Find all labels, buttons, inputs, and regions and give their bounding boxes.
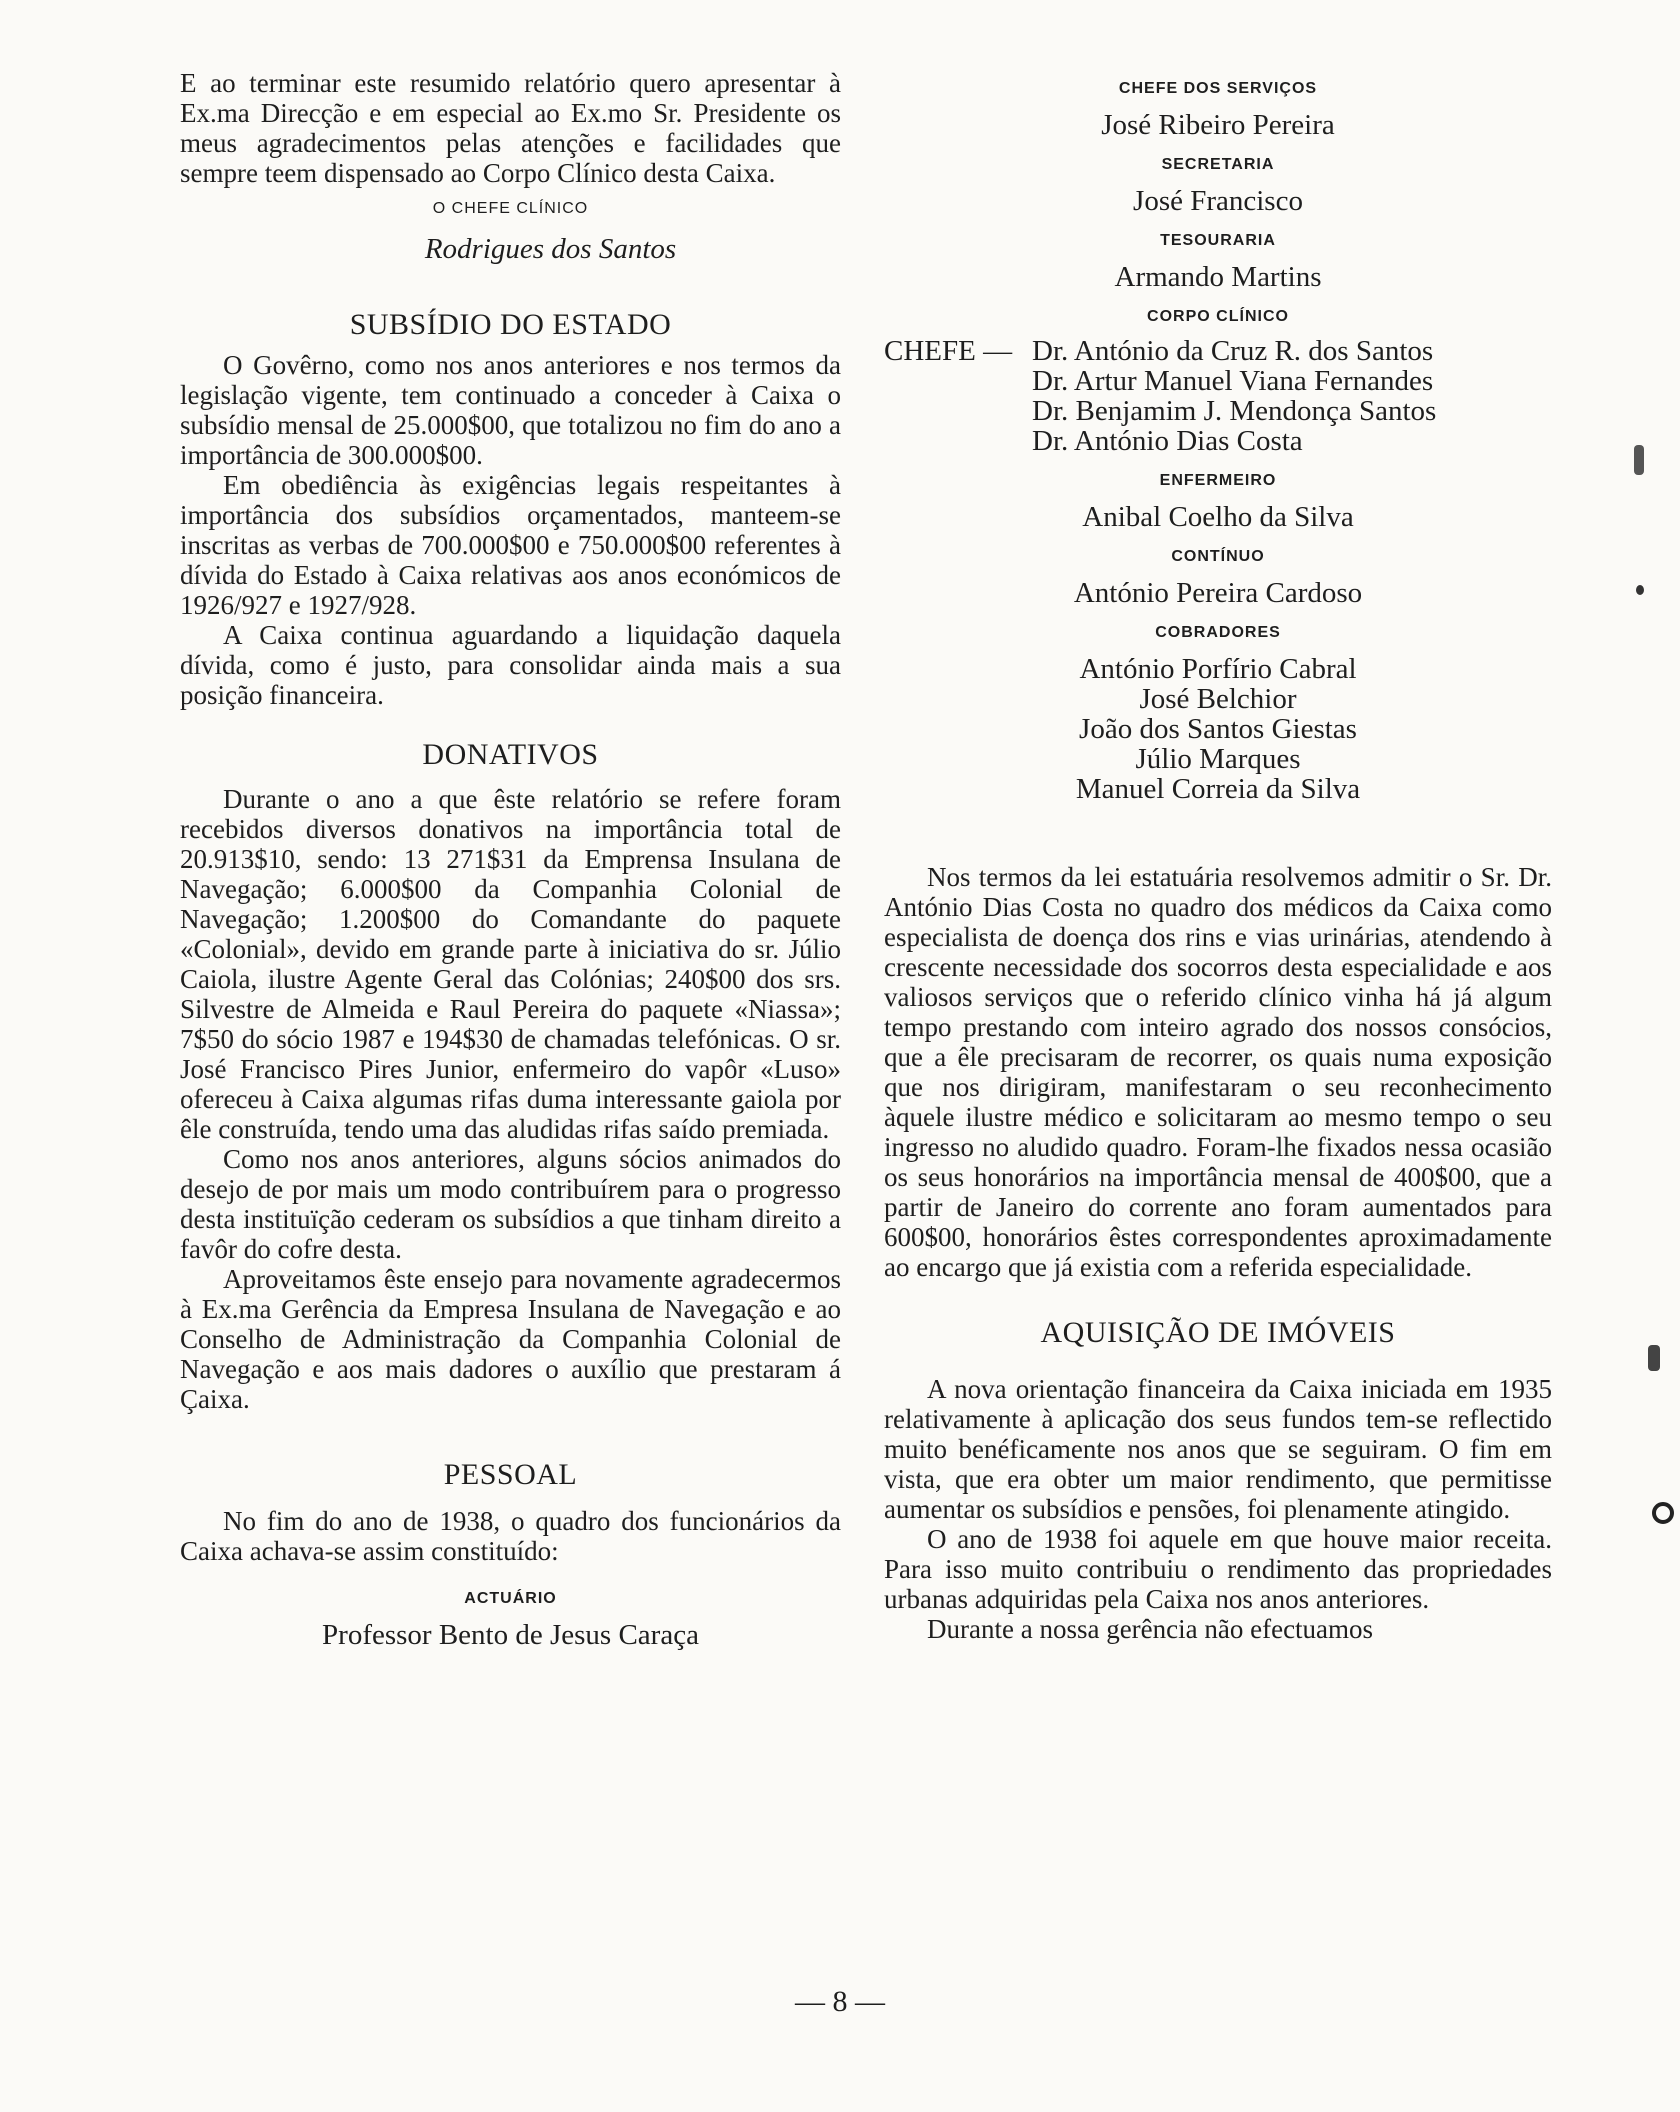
- admission-paragraph: Nos termos da lei estatuária resolvemos admitir o Sr. Dr. António Dias Costa no quadro dos médicos da Caixa como especialista de doença dos rins e vias urinárias, atendendo à crescente necessidade dos socorros desta especialidade e aos valiosos serviços que o referido clínico vinha há já algum tempo prestando com inteiro agrado dos nossos consócios, que a êle precisaram de recorrer, os quais numa exposição que nos dirigiram, manifestaram o seu reconhecimento àquele ilustre médico e solicitaram ao mesmo tempo o seu ingresso no aludido quadro. Foram-lhe fixados nessa ocasião os seus honorários na importância mensal de 400$00, que a partir de Janeiro do corrente ano foram aumentados para 600$00, honorários êstes correspondentes aproximadamente ao encargo que já existia com a referida especialidade.: [884, 862, 1552, 1282]
- cobrador-name: José Belchior: [1139, 683, 1297, 715]
- scan-speck: [1634, 445, 1644, 475]
- subsidio-paragraph: A Caixa continua aguardando a liquidação daquela dívida, como é justo, para consolidar ainda mais a sua posição financeira.: [180, 620, 841, 710]
- intro-paragraph: E ao terminar este resumido relatório quero apresentar à Ex.ma Direcção e em especial ao Ex.mo Sr. Presidente os meus agradecimentos pelas atenções e facilidades que sempre teem dispensado ao Corpo Clínico desta Caixa.: [180, 68, 841, 188]
- donativos-paragraph: Aproveitamos êste ensejo para novamente agradecermos à Ex.ma Gerência da Empresa Insulana de Navegação e ao Conselho de Administração da Companhia Colonial de Navegação e aos mais dadores o auxílio que prestaram á Çaixa.: [180, 1264, 841, 1414]
- staff-name: Armando Martins: [1114, 261, 1322, 293]
- staff-role-cobradores: COBRADORES: [1155, 624, 1281, 641]
- scan-speck: [1636, 585, 1644, 595]
- page-number: — 8 —: [795, 1985, 885, 2018]
- staff-role-corpo-clinico: CORPO CLÍNICO: [1147, 308, 1289, 325]
- cobrador-name: Júlio Marques: [1135, 743, 1301, 775]
- staff-role: TESOURARIA: [1160, 232, 1276, 249]
- section-heading-subsidio: SUBSÍDIO DO ESTADO: [349, 308, 672, 341]
- staff-name-continuo: António Pereira Cardoso: [1073, 577, 1363, 609]
- right-column: [884, 68, 1552, 1644]
- chefe-label: CHEFE —: [884, 335, 1013, 367]
- staff-name: José Ribeiro Pereira: [1101, 109, 1335, 141]
- aquisicao-paragraph: O ano de 1938 foi aquele em que houve maior receita. Para isso muito contribuiu o rendimento das propriedades urbanas adquiridas pela Caixa nos anos anteriores.: [884, 1524, 1552, 1614]
- medic-name: Dr. Benjamim J. Mendonça Santos: [1032, 395, 1437, 427]
- medic-name: Dr. António Dias Costa: [1032, 425, 1303, 457]
- staff-role-continuo: CONTÍNUO: [1171, 548, 1265, 565]
- staff-role-actuario: ACTUÁRIO: [464, 1590, 557, 1607]
- medic-row: [884, 396, 1552, 426]
- scan-speck: [1652, 1502, 1674, 1524]
- left-column: [180, 68, 841, 1650]
- cobrador-name: António Porfírio Cabral: [1079, 653, 1357, 685]
- subsidio-paragraph: Em obediência às exigências legais respeitantes à importância dos subsídios orçamentados, manteem-se inscritas as verbas de 700.000$00 e 750.000$00 referentes à dívida do Estado à Caixa relativas aos anos económicos de 1926/927 e 1927/928.: [180, 470, 841, 620]
- staff-name: José Francisco: [1133, 185, 1303, 217]
- subsidio-paragraph: O Govêrno, como nos anos anteriores e nos termos da legislação vigente, tem continuado a conceder à Caixa o subsídio mensal de 25.000$00, que totalizou no fim do ano a importância de 300.000$00.: [180, 350, 841, 470]
- aquisicao-paragraph: A nova orientação financeira da Caixa iniciada em 1935 relativamente à aplicação dos seus fundos tem-se reflectido muito benéficamente nos anos que se seguiram. O fim em vista, que era obter um maior rendimento, que permitisse aumentar os subsídios e pensões, foi plenamente atingido.: [884, 1374, 1552, 1524]
- medic-row: [884, 366, 1552, 396]
- signature-name: Rodrigues dos Santos: [424, 233, 677, 265]
- donativos-paragraph: Como nos anos anteriores, alguns sócios animados do desejo de por mais um modo contribuírem para o progresso desta instituïção cederam os subsídios a que tinham direito a favôr do cofre desta.: [180, 1144, 841, 1264]
- staff-name-enfermeiro: Anibal Coelho da Silva: [1082, 501, 1354, 533]
- staff-role: SECRETARIA: [1161, 156, 1275, 173]
- section-heading-pessoal: PESSOAL: [443, 1458, 578, 1491]
- section-heading-donativos: DONATIVOS: [422, 738, 599, 771]
- section-heading-aquisicao: AQUISIÇÃO DE IMÓVEIS: [1040, 1316, 1396, 1349]
- staff-name-actuario: Professor Bento de Jesus Caraça: [322, 1619, 699, 1651]
- medic-row: [884, 426, 1552, 456]
- pessoal-paragraph: No fim do ano de 1938, o quadro dos funcionários da Caixa achava-se assim constituído:: [180, 1506, 841, 1566]
- medic-list: [884, 336, 1552, 456]
- cobradores-list: [884, 654, 1552, 804]
- medic-name: Dr. Artur Manuel Viana Fernandes: [1032, 365, 1434, 397]
- medic-name: Dr. António da Cruz R. dos Santos: [1032, 335, 1434, 367]
- medic-row: [884, 336, 1552, 366]
- signature-role: O CHEFE CLÍNICO: [432, 200, 589, 217]
- staff-role: CHEFE DOS SERVIÇOS: [1118, 80, 1318, 97]
- staff-role-enfermeiro: ENFERMEIRO: [1159, 472, 1277, 489]
- donativos-paragraph: Durante o ano a que êste relatório se refere foram recebidos diversos donativos na importância total de 20.913$10, sendo: 13 271$31 da Emprensa Insulana de Navegação; 6.000$00 da Companhia Colonial de Navegação; 1.200$00 do Comandante do paquete «Colonial», devido em grande parte à iniciativa do sr. Júlio Caiola, ilustre Agente Geral das Colónias; 240$00 dos srs. Silvestre de Almeida e Raul Pereira do paquete «Niassa»; 7$50 do sócio 1987 e 194$30 de chamadas telefónicas. O sr. José Francisco Pires Junior, enfermeiro do vapôr «Luso» ofereceu à Caixa algumas rifas duma interessante gaiola por êle construída, tendo uma das aludidas rifas saído premiada.: [180, 784, 841, 1144]
- aquisicao-paragraph: Durante a nossa gerência não efectuamos: [927, 1614, 1374, 1644]
- scan-speck: [1648, 1345, 1660, 1371]
- cobrador-name: João dos Santos Giestas: [1079, 713, 1357, 745]
- cobrador-name: Manuel Correia da Silva: [1075, 773, 1361, 805]
